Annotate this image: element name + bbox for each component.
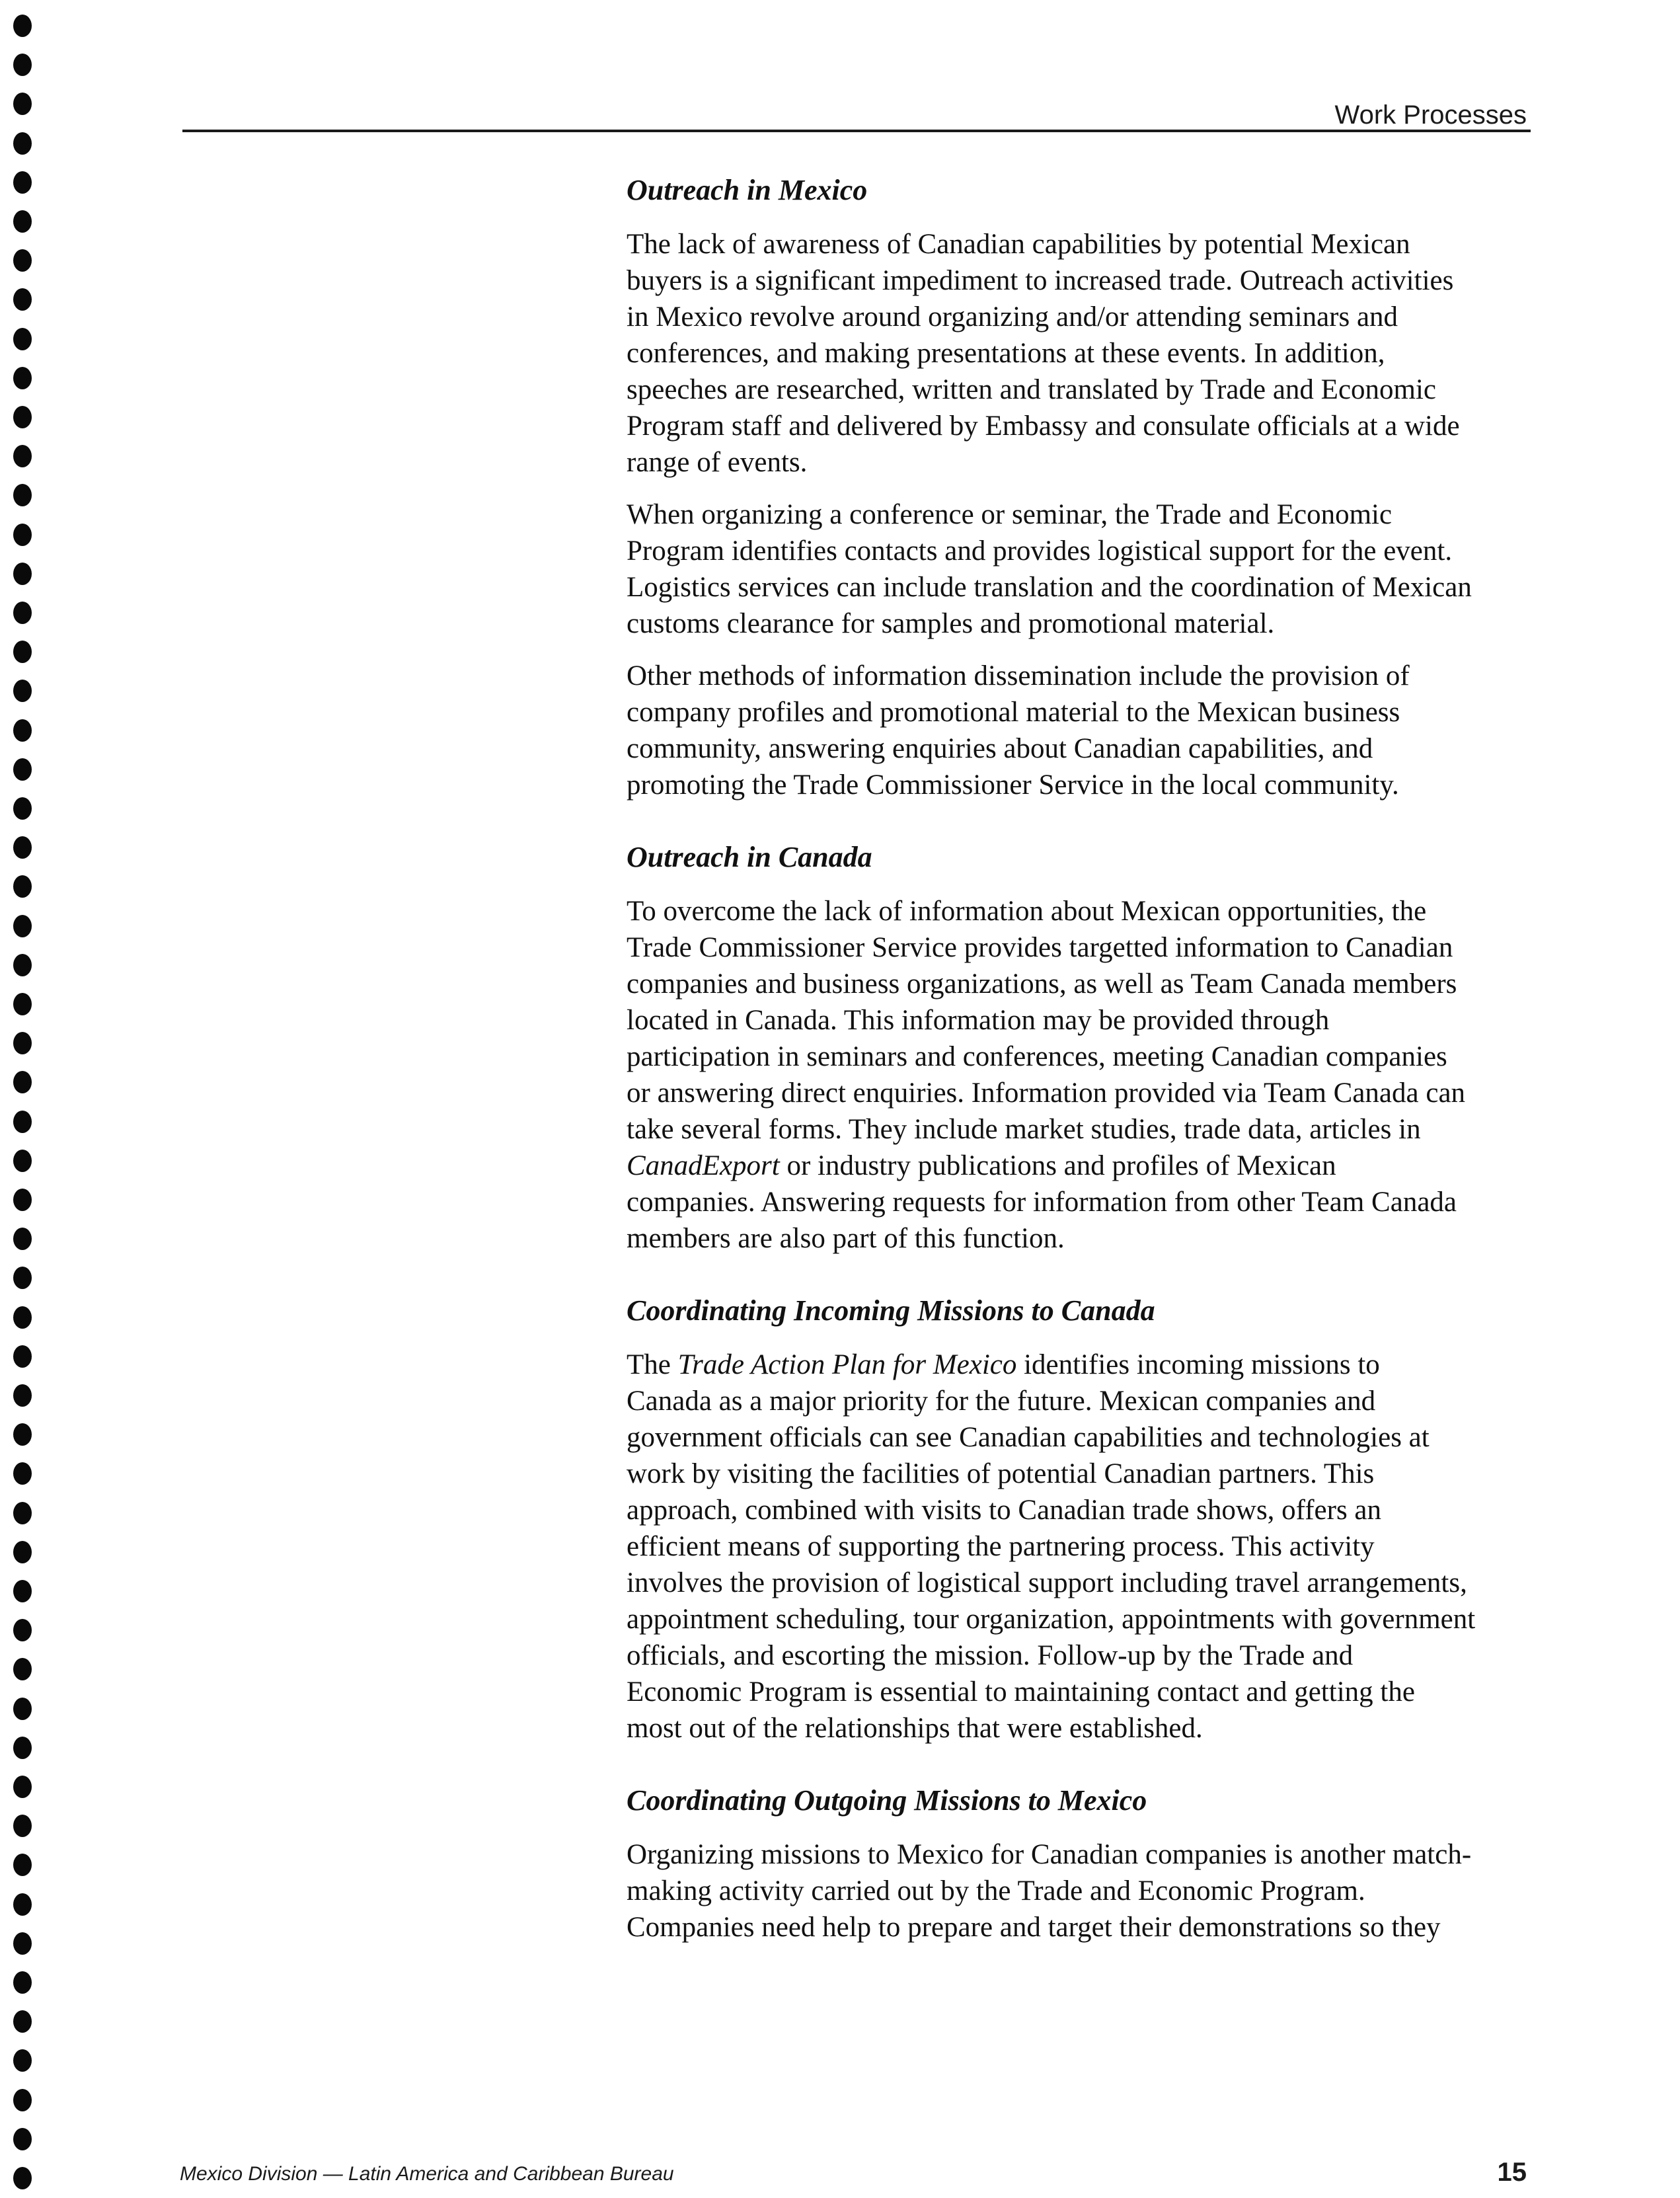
binding-hole bbox=[13, 406, 32, 428]
paragraph bbox=[627, 893, 1525, 1257]
binding-hole bbox=[13, 54, 32, 76]
binding-hole bbox=[13, 1071, 32, 1093]
binding-hole bbox=[13, 1228, 32, 1250]
page-content bbox=[627, 171, 1525, 1945]
binding-hole bbox=[13, 171, 32, 194]
binding-hole bbox=[13, 797, 32, 820]
binding-hole bbox=[13, 367, 32, 389]
binding-hole bbox=[13, 719, 32, 742]
binding-hole bbox=[13, 836, 32, 859]
footer-division: Mexico Division — Latin America and Caribbean Bureau bbox=[180, 2163, 674, 2185]
binding-hole bbox=[13, 1893, 32, 1916]
binding-hole bbox=[13, 1854, 32, 1876]
paragraph: The lack of awareness of Canadian capabilities by potential Mexican buyers is a significant impediment to increased trade. Outreach activities in Mexico revolve around organizing and/or attending seminars and conferences, and making presentations at these events. In addition, speeches are researched, written and translated by Trade and Economic Program staff and delivered by Embassy and consulate officials at a wide range of events. bbox=[627, 229, 1460, 478]
binding-hole bbox=[13, 210, 32, 233]
binding-hole bbox=[13, 1150, 32, 1172]
section-heading-outgoing-missions: Coordinating Outgoing Missions to Mexico bbox=[627, 1784, 1147, 1817]
binding-hole bbox=[13, 484, 32, 506]
binding-hole bbox=[13, 1619, 32, 1641]
binding-hole bbox=[13, 1815, 32, 1837]
section-heading-incoming-missions: Coordinating Incoming Missions to Canada bbox=[627, 1294, 1155, 1327]
binding-hole bbox=[13, 1971, 32, 1994]
publication-title: CanadExport bbox=[627, 1150, 780, 1181]
binding-hole bbox=[13, 249, 32, 272]
binding-hole bbox=[13, 1345, 32, 1368]
binding-hole bbox=[13, 1541, 32, 1563]
binding-hole bbox=[13, 1658, 32, 1680]
binding-hole bbox=[13, 993, 32, 1015]
binding-hole bbox=[13, 758, 32, 781]
paragraph: Other methods of information dissemination include the provision of company profiles and promotional material to the Mexican business community, answering enquiries about Canadian capabilities, and promoting the Trade Commissioner Service in the local community. bbox=[627, 660, 1410, 801]
binding-hole bbox=[13, 1032, 32, 1054]
page-number: 15 bbox=[1497, 2158, 1527, 2187]
paragraph-text: The bbox=[627, 1349, 678, 1380]
binding-hole bbox=[13, 2167, 32, 2189]
document-title: Trade Action Plan for Mexico bbox=[677, 1349, 1017, 1380]
header-rule bbox=[182, 130, 1531, 132]
section-heading-outreach-mexico: Outreach in Mexico bbox=[627, 174, 868, 206]
binding-hole bbox=[13, 1423, 32, 1446]
binding-hole bbox=[13, 524, 32, 546]
binding-hole bbox=[13, 1306, 32, 1329]
binding-hole bbox=[13, 328, 32, 350]
binding-hole bbox=[13, 563, 32, 585]
binding-hole bbox=[13, 915, 32, 937]
binding-hole bbox=[13, 1502, 32, 1524]
binding-hole bbox=[13, 954, 32, 976]
binding-hole bbox=[13, 288, 32, 311]
binding-hole bbox=[13, 1580, 32, 1602]
paragraph bbox=[627, 1347, 1525, 1747]
spiral-binding bbox=[0, 0, 40, 2198]
binding-hole bbox=[13, 1111, 32, 1133]
binding-hole bbox=[13, 2128, 32, 2150]
running-header: Work Processes bbox=[1334, 100, 1527, 130]
paragraph-text: To overcome the lack of information about Mexican opportunities, the Trade Commissioner Service provides targetted information to Canadian companies and business organizations, as well as Team Canada members located in Canada. This information may be provided through participation in seminars and conferences, meeting Canadian companies or answering direct enquiries. Information provided via Team Canada can take several forms. They include market studies, trade data, articles in bbox=[627, 896, 1466, 1145]
binding-hole bbox=[13, 1462, 32, 1485]
binding-hole bbox=[13, 1267, 32, 1289]
section-heading-outreach-canada: Outreach in Canada bbox=[627, 841, 872, 873]
binding-hole bbox=[13, 1776, 32, 1798]
binding-hole bbox=[13, 875, 32, 898]
binding-hole bbox=[13, 680, 32, 702]
binding-hole bbox=[13, 1737, 32, 1759]
binding-hole bbox=[13, 1189, 32, 1211]
binding-hole bbox=[13, 15, 32, 37]
paragraph: Organizing missions to Mexico for Canadian companies is another match- making activity carried out by the Trade and Economic Program. Companies need help to prepare and target their demonstrations so they bbox=[627, 1839, 1472, 1943]
paragraph-text: or industry publications and profiles of Mexican companies. Answering requests for information from other Team Canada members are also part of this function. bbox=[627, 1150, 1457, 1254]
binding-hole bbox=[13, 93, 32, 115]
binding-hole bbox=[13, 1698, 32, 1720]
binding-hole bbox=[13, 602, 32, 624]
binding-hole bbox=[13, 2010, 32, 2033]
binding-hole bbox=[13, 445, 32, 467]
paragraph-text: identifies incoming missions to Canada as a major priority for the future. Mexican companies and government officials can see Canadian capabilities and technologies at work by visiting the facilities of potential Canadian partners. This approach, combined with visits to Canadian trade shows, offers an efficient means of supporting the partnering process. This activity involves the provision of logistical support including travel arrangements, appointment scheduling, tour organization, appointments with government officials, and escorting the mission. Follow-up by the Trade and Economic Program is essential to maintaining contact and getting the most out of the relationships that were established. bbox=[627, 1349, 1476, 1744]
binding-hole bbox=[13, 2089, 32, 2111]
binding-hole bbox=[13, 132, 32, 155]
binding-hole bbox=[13, 1384, 32, 1407]
binding-hole bbox=[13, 641, 32, 663]
binding-hole bbox=[13, 2049, 32, 2072]
binding-hole bbox=[13, 1932, 32, 1955]
paragraph: When organizing a conference or seminar, the Trade and Economic Program identifies contacts and provides logistical support for the event. Logistics services can include translation and the coordination of Mexican customs clearance for samples and promotional material. bbox=[627, 499, 1472, 639]
